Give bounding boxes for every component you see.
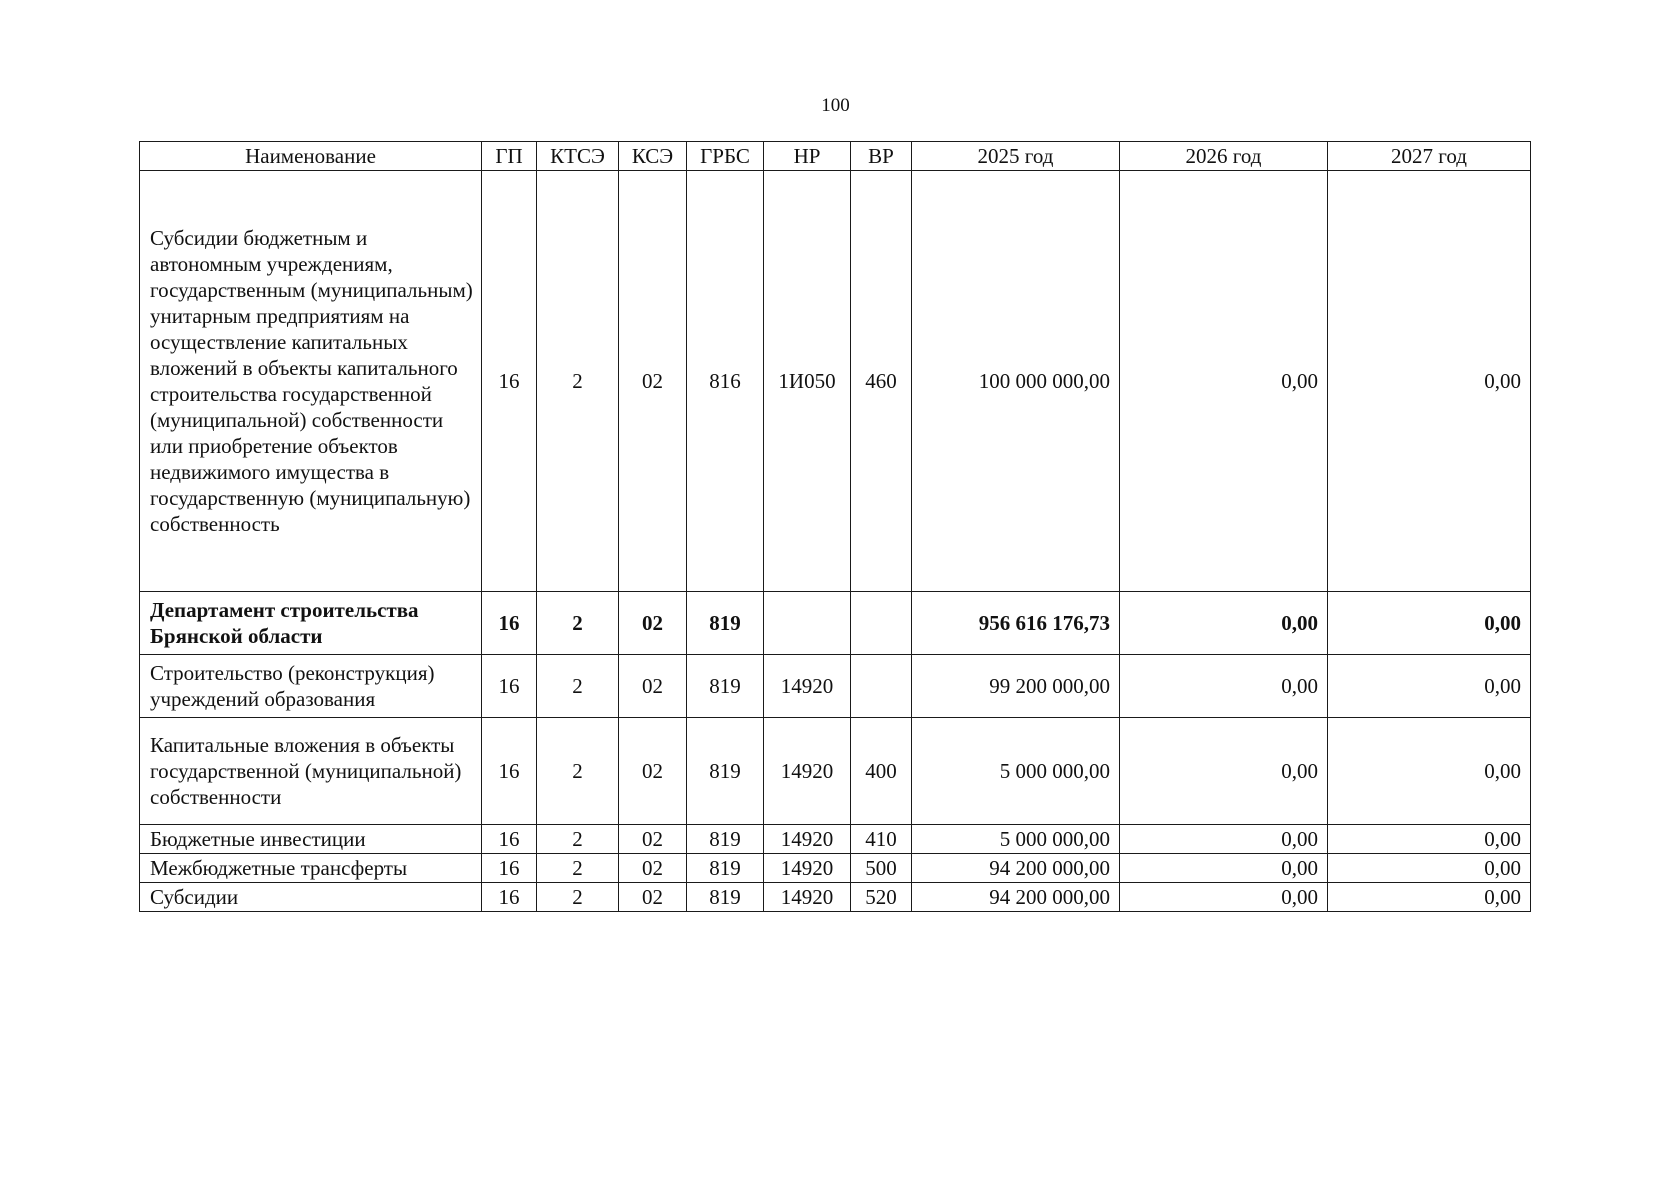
row-kse: 02	[619, 825, 687, 854]
row-ktse: 2	[537, 718, 619, 825]
header-2025: 2025 год	[912, 142, 1120, 171]
header-gp: ГП	[482, 142, 537, 171]
row-name: Департамент строительства Брянской области	[140, 592, 482, 655]
header-grbs: ГРБС	[687, 142, 764, 171]
row-gp: 16	[482, 854, 537, 883]
row-ktse: 2	[537, 655, 619, 718]
row-name: Межбюджетные трансферты	[140, 854, 482, 883]
row-2027: 0,00	[1328, 825, 1531, 854]
row-2026: 0,00	[1120, 883, 1328, 912]
table-row	[140, 854, 1531, 883]
row-nr: 14920	[764, 655, 851, 718]
row-kse: 02	[619, 171, 687, 592]
row-gp: 16	[482, 592, 537, 655]
row-2026: 0,00	[1120, 718, 1328, 825]
row-kse: 02	[619, 655, 687, 718]
row-2026: 0,00	[1120, 592, 1328, 655]
row-nr: 14920	[764, 883, 851, 912]
table-row	[140, 171, 1531, 592]
header-nr: НР	[764, 142, 851, 171]
row-vr: 460	[851, 171, 912, 592]
table-row	[140, 718, 1531, 825]
row-name: Капитальные вложения в объекты государственной (муниципальной) собственности	[140, 718, 482, 825]
row-nr: 14920	[764, 854, 851, 883]
row-2027: 0,00	[1328, 854, 1531, 883]
row-name: Субсидии бюджетным и автономным учреждениям, государственным (муниципальным) унитарным предприятиям на осуществление капитальных вложений в объекты капитального строительства государственной (муниципальной) собственности или приобретение объектов недвижимого имущества в государственную (муниципальную) собственность	[140, 171, 482, 592]
row-grbs: 819	[687, 854, 764, 883]
row-2027: 0,00	[1328, 655, 1531, 718]
row-kse: 02	[619, 854, 687, 883]
row-2025: 99 200 000,00	[912, 655, 1120, 718]
table-row	[140, 655, 1531, 718]
row-2025: 5 000 000,00	[912, 718, 1120, 825]
header-2026: 2026 год	[1120, 142, 1328, 171]
row-2025: 956 616 176,73	[912, 592, 1120, 655]
header-name: Наименование	[140, 142, 482, 171]
row-nr	[764, 592, 851, 655]
row-2027: 0,00	[1328, 171, 1531, 592]
table-header-row	[140, 142, 1531, 171]
row-vr: 520	[851, 883, 912, 912]
row-2025: 100 000 000,00	[912, 171, 1120, 592]
row-kse: 02	[619, 592, 687, 655]
row-2025: 94 200 000,00	[912, 854, 1120, 883]
row-gp: 16	[482, 718, 537, 825]
table-row	[140, 592, 1531, 655]
row-vr	[851, 655, 912, 718]
row-ktse: 2	[537, 854, 619, 883]
row-name: Бюджетные инвестиции	[140, 825, 482, 854]
header-vr: ВР	[851, 142, 912, 171]
row-gp: 16	[482, 883, 537, 912]
row-vr: 500	[851, 854, 912, 883]
row-grbs: 816	[687, 171, 764, 592]
row-2026: 0,00	[1120, 171, 1328, 592]
row-vr: 400	[851, 718, 912, 825]
row-vr: 410	[851, 825, 912, 854]
row-nr: 14920	[764, 718, 851, 825]
row-grbs: 819	[687, 655, 764, 718]
row-ktse: 2	[537, 592, 619, 655]
row-kse: 02	[619, 883, 687, 912]
header-ktse: КТСЭ	[537, 142, 619, 171]
row-2025: 94 200 000,00	[912, 883, 1120, 912]
row-2027: 0,00	[1328, 592, 1531, 655]
row-name: Субсидии	[140, 883, 482, 912]
row-grbs: 819	[687, 592, 764, 655]
header-2027: 2027 год	[1328, 142, 1531, 171]
row-nr: 14920	[764, 825, 851, 854]
row-vr	[851, 592, 912, 655]
budget-table	[139, 141, 1531, 912]
row-gp: 16	[482, 171, 537, 592]
row-gp: 16	[482, 655, 537, 718]
page-number: 100	[821, 95, 850, 116]
row-name: Строительство (реконструкция) учреждений образования	[140, 655, 482, 718]
row-2027: 0,00	[1328, 883, 1531, 912]
row-2027: 0,00	[1328, 718, 1531, 825]
row-ktse: 2	[537, 171, 619, 592]
row-grbs: 819	[687, 883, 764, 912]
row-nr: 1И050	[764, 171, 851, 592]
row-ktse: 2	[537, 883, 619, 912]
table-row	[140, 825, 1531, 854]
row-2026: 0,00	[1120, 854, 1328, 883]
row-ktse: 2	[537, 825, 619, 854]
row-2026: 0,00	[1120, 825, 1328, 854]
row-gp: 16	[482, 825, 537, 854]
row-kse: 02	[619, 718, 687, 825]
table-row	[140, 883, 1531, 912]
header-kse: КСЭ	[619, 142, 687, 171]
row-grbs: 819	[687, 718, 764, 825]
row-2026: 0,00	[1120, 655, 1328, 718]
row-2025: 5 000 000,00	[912, 825, 1120, 854]
row-grbs: 819	[687, 825, 764, 854]
